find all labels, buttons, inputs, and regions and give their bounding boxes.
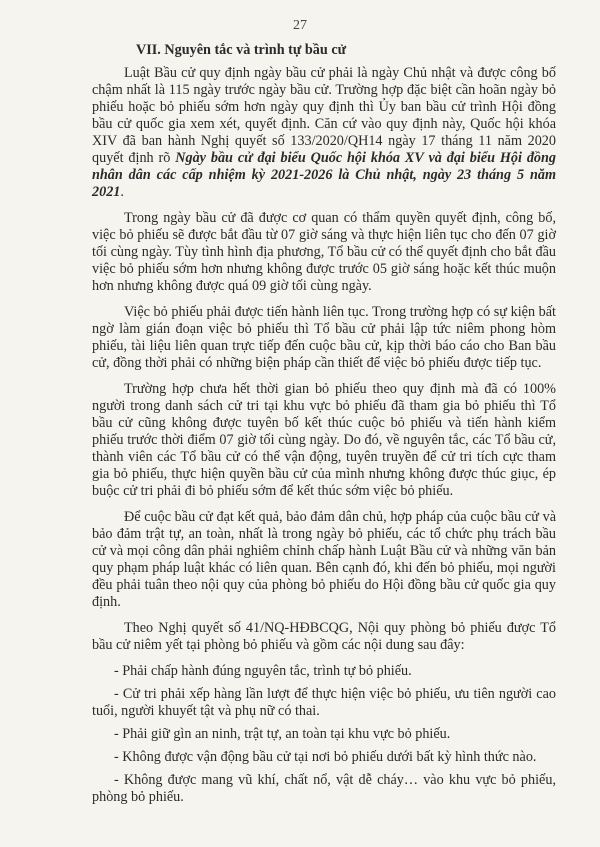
rule-item: - Cử tri phải xếp hàng lần lượt để thực hiện việc bỏ phiếu, ưu tiên người cao tuổi, người khuyết tật và phụ nữ có thai.: [92, 686, 556, 719]
paragraph-order-safety: Để cuộc bầu cử đạt kết quả, bảo đảm dân chủ, hợp pháp của cuộc bầu cử và bảo đảm trật tự, an toàn, nhất là trong ngày bỏ phiếu, các tổ chức phụ trách bầu cử và mọi công dân phải nghiêm chỉnh chấp hành Luật Bầu cử và những văn bản quy phạm pháp luật khác có liên quan. Bên cạnh đó, khi đến bỏ phiếu, mọi người đều phải tuân theo nội quy của phòng bỏ phiếu do Hội đồng bầu cử quốc gia quy định.: [92, 509, 556, 610]
rules-list: [92, 663, 556, 806]
rule-item: - Phải chấp hành đúng nguyên tắc, trình tự bỏ phiếu.: [114, 663, 412, 679]
paragraph-election-date-text: Luật Bầu cử quy định ngày bầu cử phải là ngày Chủ nhật và được công bố chậm nhất là 115 ngày trước ngày bầu cử. Trường hợp đặc biệt cần hoãn ngày bỏ phiếu hoặc bỏ phiếu sớm hơn ngày quy định thì Ủy ban bầu cử trình Hội đồng bầu cử quốc gia xem xét, quyết định. Căn cứ vào quy định này, Quốc hội khóa XIV đã ban hành Nghị quyết số 133/2020/QH14 ngày 17 tháng 11 năm 2020 quyết định rõ: [92, 65, 556, 166]
rule-item: - Phải giữ gìn an ninh, trật tự, an toàn tại khu vực bỏ phiếu.: [114, 726, 451, 742]
paragraph-voting-hours: Trong ngày bầu cử đã được cơ quan có thẩm quyền quyết định, công bố, việc bỏ phiếu sẽ được bắt đầu từ 07 giờ sáng và thực hiện liên tục cho đến 07 giờ tối cùng ngày. Tùy tình hình địa phương, Tổ bầu cử có thể quyết định cho bắt đầu việc bỏ phiếu sớm hơn nhưng không được trước 05 giờ sáng hoặc kết thúc muộn hơn nhưng không được quá 09 giờ tối cùng ngày.: [92, 210, 556, 294]
election-date-emphasis: Ngày bầu cử đại biểu Quốc hội khóa XV và đại biểu Hội đồng nhân dân các cấp nhiệm kỳ 2021-2026 là Chủ nhật, ngày 23 tháng 5 năm 2021: [92, 150, 556, 200]
paragraph-resolution: Theo Nghị quyết số 41/NQ-HĐBCQG, Nội quy phòng bỏ phiếu được Tổ bầu cử niêm yết tại phòng bỏ phiếu và gồm các nội dung sau đây:: [92, 620, 556, 653]
paragraph-election-date: [92, 65, 556, 201]
page-content: [92, 42, 556, 812]
page-number: 27: [293, 18, 307, 33]
paragraph-election-date-end: .: [120, 184, 124, 200]
paragraph-early-completion: Trường hợp chưa hết thời gian bỏ phiếu theo quy định mà đã có 100% người trong danh sách cử tri tại khu vực bỏ phiếu đã tham gia bỏ phiếu thì Tổ bầu cử cũng không được tuyên bố kết thúc cuộc bỏ phiếu và tiến hành kiểm phiếu trước thời điểm 07 giờ tối cùng ngày. Do đó, về nguyên tắc, các Tổ bầu cử, thành viên các Tổ bầu cử có thể vận động, tuyên truyền để cử tri tích cực tham gia bỏ phiếu, thực hiện quyền bầu cử của mình nhưng không được thúc giục, ép buộc cử tri phải đi bỏ phiếu sớm để kết thúc sớm việc bỏ phiếu.: [92, 381, 556, 499]
rule-item: - Không được mang vũ khí, chất nổ, vật dễ cháy… vào khu vực bỏ phiếu, phòng bỏ phiếu.: [92, 772, 556, 805]
rule-item: - Không được vận động bầu cử tại nơi bỏ phiếu dưới bất kỳ hình thức nào.: [114, 749, 537, 765]
paragraph-continuous-voting: Việc bỏ phiếu phải được tiến hành liên tục. Trong trường hợp có sự kiện bất ngờ làm gián đoạn việc bỏ phiếu thì Tổ bầu cử phải lập tức niêm phong hòm phiếu, tài liệu liên quan trực tiếp đến cuộc bầu cử, kịp thời báo cáo cho Ban bầu cử, đồng thời phải có những biện pháp cần thiết để việc bỏ phiếu được tiếp tục.: [92, 304, 556, 371]
section-title: VII. Nguyên tắc và trình tự bầu cử: [136, 42, 347, 58]
